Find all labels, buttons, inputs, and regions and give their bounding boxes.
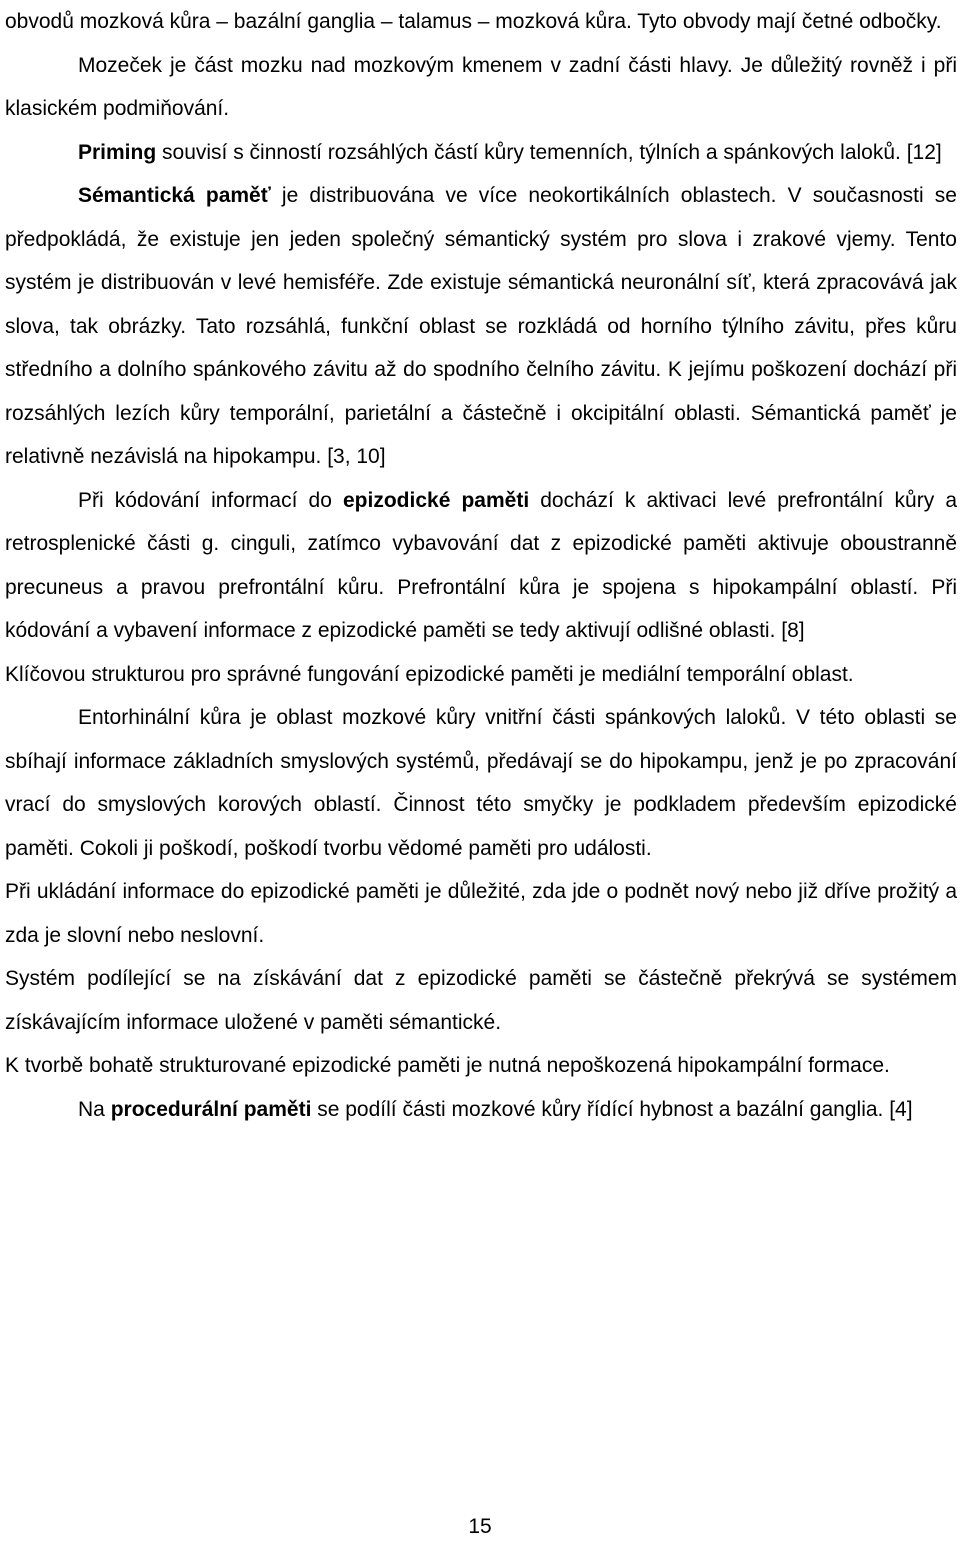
term-semantic-memory: Sémantická paměť <box>78 184 271 207</box>
paragraph-continuation: obvodů mozková kůra – bazální ganglia – talamus – mozková kůra. Tyto obvody mají četné odbočky. <box>5 10 942 33</box>
term-episodic-memory: epizodické paměti <box>343 488 530 512</box>
paragraph-hippocampal: K tvorbě bohatě strukturované epizodické paměti je nutná nepoškozená hipokampální formace. <box>5 1054 890 1077</box>
paragraph-procedural-memory <box>5 1088 957 1132</box>
paragraph-episodic-intro: Při kódování informací do <box>78 488 343 512</box>
paragraph-semantic-memory-text: je distribuována ve více neokortikálních oblastech. V současnosti se předpokládá, že existuje jen jeden společný sémantický systém pro slova i zrakové vjemy. Tento systém je distribuován v levé hemisféře. Zde existuje sémantická neuronální síť, která zpracovává jak slova, tak obrázky. Tato rozsáhlá, funkční oblast se rozkládá od horního týlního závitu, přes kůru středního a dolního spánkového závitu až do spodního čelního závitu. K jejímu poškození dochází při rozsáhlých lezích kůry temporální, parietální a částečně i okcipitální oblasti. Sémantická paměť je relativně nezávislá na hipokampu. [3, 10] <box>5 184 957 468</box>
paragraph-storage: Při ukládání informace do epizodické paměti je důležité, zda jde o podnět nový nebo již dříve prožitý a zda je slovní nebo neslovní. <box>5 880 957 947</box>
term-procedural-memory: procedurální paměti <box>110 1097 312 1121</box>
paragraph-mozecek: Mozeček je část mozku nad mozkovým kmenem v zadní části hlavy. Je důležitý rovněž i při klasickém podmiňování. <box>5 53 957 120</box>
paragraph-episodic-memory <box>5 479 957 653</box>
page-number: 15 <box>468 1515 492 1538</box>
term-priming: Priming <box>78 140 157 164</box>
paragraph-procedural-intro: Na <box>78 1097 111 1121</box>
paragraph-priming-text: souvisí s činností rozsáhlých částí kůry temenních, týlních a spánkových laloků. [12] <box>156 140 942 164</box>
paragraph-episodic-memory-text: dochází k aktivaci levé prefrontální kůry a retrosplenické části g. cinguli, zatímco vybavování dat z epizodické paměti aktivuje oboustranně precuneus a pravou prefrontální kůru. Prefrontální kůra je spojena s hipokampální oblastí. Při kódování a vybavení informace z epizodické paměti se tedy aktivují odlišné oblasti. [8] <box>5 488 958 642</box>
document-page <box>5 0 957 1131</box>
paragraph-entorhinal: Entorhinální kůra je oblast mozkové kůry vnitřní části spánkových laloků. V této oblasti se sbíhají informace základních smyslových systémů, předávají se do hipokampu, jenž je po zpracování vrací do smyslových korových oblastí. Činnost této smyčky je podkladem především epizodické paměti. Cokoli ji poškodí, poškodí tvorbu vědomé paměti pro události. <box>5 706 957 860</box>
paragraph-retrieval: Systém podílející se na získávání dat z epizodické paměti se částečně překrývá se systémem získávajícím informace uložené v paměti sémantické. <box>5 967 957 1034</box>
paragraph-priming <box>5 131 957 175</box>
paragraph-procedural-memory-text: se podílí části mozkové kůry řídící hybnost a bazální ganglia. [4] <box>311 1097 913 1121</box>
paragraph-semantic-memory <box>5 174 957 479</box>
paragraph-key-structure: Klíčovou strukturou pro správné fungování epizodické paměti je mediální temporální oblast. <box>5 662 854 686</box>
